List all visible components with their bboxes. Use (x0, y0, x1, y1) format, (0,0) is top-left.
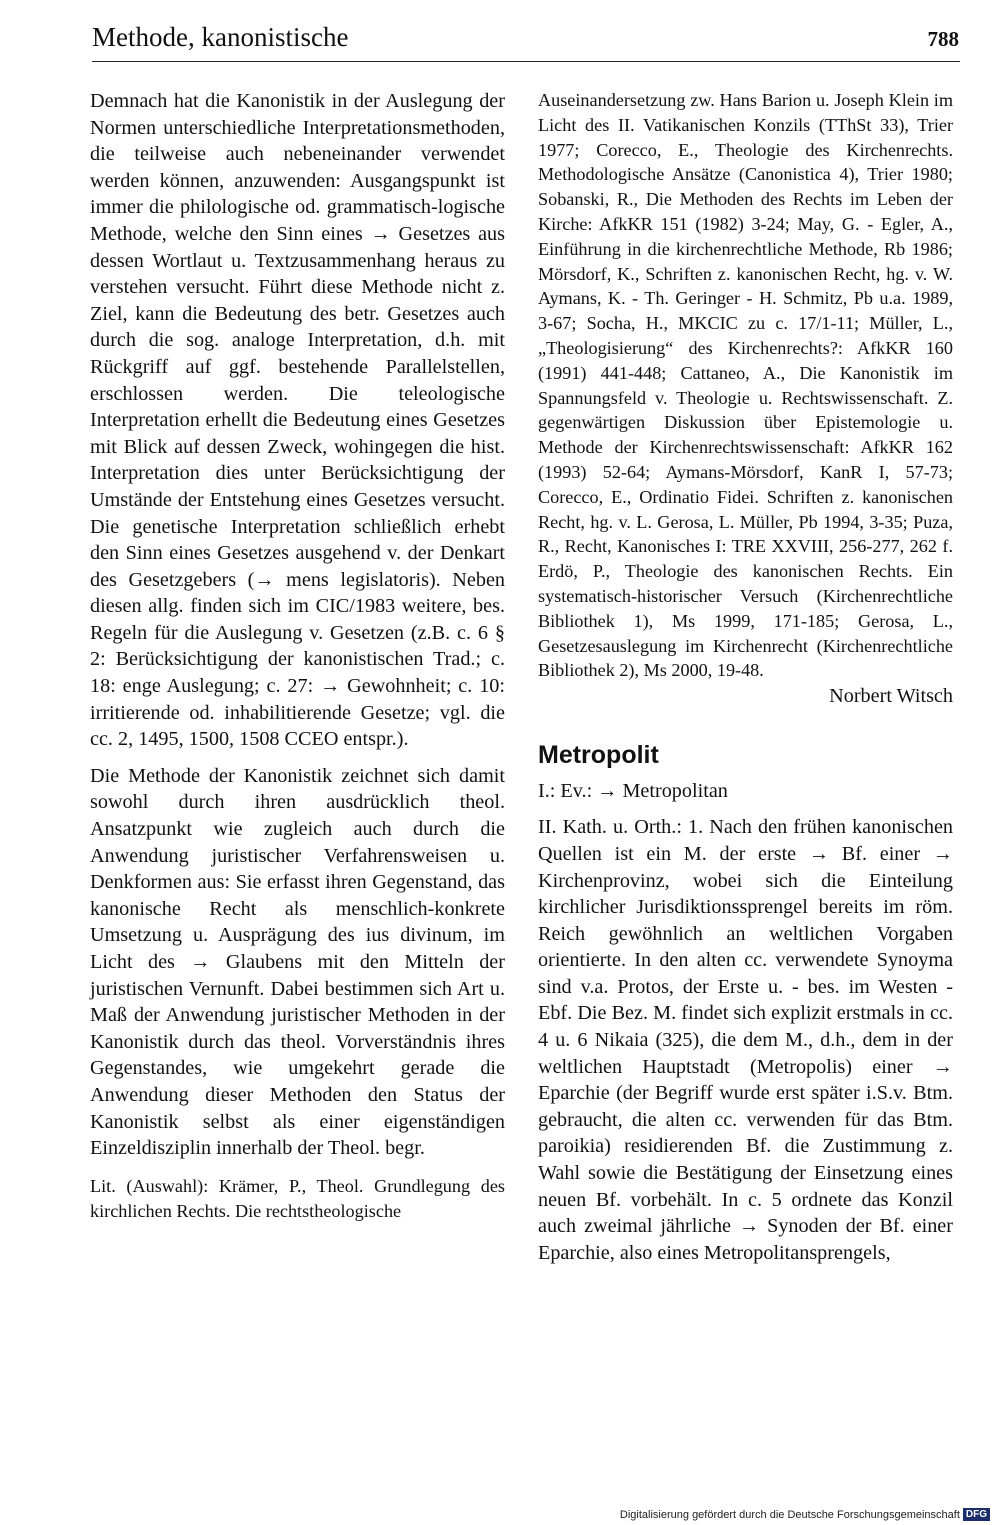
digitization-footer (620, 1508, 990, 1521)
paragraph-method-summary: Die Methode der Kanonistik zeichnet sich damit sowohl durch ihren ausdrücklich theol. Ansatzpunkt wie zugleich auch durch die Anwendung juristischer Verfahrensweisen u. Denkformen aus: Sie erfasst ihren Gegenstand, das kanonische Recht als menschlich-konkrete Umsetzung u. Ausprägung des ius divinum, im Licht des → Glaubens mit den Mitteln der juristischen Vernunft. Dabei bestimmen sich Art u. Maß der Anwendung juristischer Methoden in der Kanonistik durch das theol. Vorverständnis ihres Gegenstandes, wie umgekehrt gerade die Anwendung dieser Methoden den Status der Kanonistik selbst als einer eigenständigen Einzeldisziplin innerhalb der Theol. begr. (90, 764, 505, 1160)
running-head-title: Methode, kanonistische (92, 22, 349, 52)
page-number: 788 (927, 27, 959, 51)
right-column (538, 88, 953, 1266)
literature-start: Lit. (Auswahl): Krämer, P., Theol. Grundlegung des kirchlichen Rechts. Die rechtstheologische (90, 1175, 505, 1221)
footer-text: Digitalisierung gefördert durch die Deutsche Forschungsgemeinschaft (619, 1508, 960, 1521)
header-rule (92, 61, 960, 62)
left-column (90, 88, 505, 1223)
section-one-line: I.: Ev.: → Metropolitan (538, 779, 728, 802)
paragraph-section-two: II. Kath. u. Orth.: 1. Nach den frühen kanonischen Quellen ist ein M. der erste → Bf. einer → Kirchenprovinz, wobei sich die Einteilung kirchlicher Jurisdiktionssprengel bereits im röm. Reich gewöhnlich an weltlichen Vorgaben orientierte. In den alten cc. verwendete Synoyma sind v.a. Protos, der Erste u. - bes. im Westen - Ebf. Die Bez. M. findet sich explizit erstmals in cc. 4 u. 6 Nikaia (325), die dem M., d.h., dem in der weltlichen Hauptstadt (Metropolis) einer → Eparchie (der Begriff wurde erst später i.S.v. Btm. gebraucht, die alten cc. verwenden für das Btm. paroikia) residierenden Bf. die Zustimmung z. Wahl sowie die Bestätigung der Einsetzung eines neuen Bf. vorbehält. In c. 5 ordnete das Konzil auch zweimal jährliche → Synoden der Bf. einer Eparchie, also eines Metropolitansprengels, (538, 816, 953, 1264)
dfg-logo-icon: DFG (963, 1508, 990, 1521)
lemma-heading: Metropolit (538, 740, 659, 769)
author-signature: Norbert Witsch (829, 685, 953, 708)
paragraph-interpretation-methods: Demnach hat die Kanonistik in der Auslegung der Normen unterschiedliche Interpretationsmethoden, die teilweise auch nebeneinander verwendet werden können, anzuwenden: Ausgangspunkt ist immer die philologische od. grammatisch-logische Methode, welche den Sinn eines → Gesetzes aus dessen Wortlaut u. Textzusammenhang heraus zu verstehen versucht. Führt diese Methode nicht z. Ziel, kann die Bedeutung des betr. Gesetzes auch durch die sog. analoge Interpretation, d.h. mit Rückgriff auf ggf. bestehende Parallelstellen, erschlossen werden. Die teleologische Interpretation erhellt die Bedeutung eines Gesetzes mit Blick auf dessen Zweck, wohingegen die hist. Interpretation dies unter Berücksichtigung der Umstände der Entstehung eines Gesetzes versucht. Die genetische Interpretation schließlich erhebt den Sinn eines Gesetzes ausgehend v. der Denkart des Gesetzgebers (→ mens legislatoris). Neben diesen allg. finden sich im CIC/1983 weitere, bes. Regeln für die Auslegung v. Gesetzen (z.B. c. 6 § 2: Berücksichtigung der kanonistischen Trad.; c. 18: enge Auslegung; c. 27: → Gewohnheit; c. 10: irritierende od. inhabilitierende Gesetze; vgl. die cc. 2, 1495, 1500, 1508 CCEO entspr.). (90, 90, 505, 751)
literature-continuation: Auseinandersetzung zw. Hans Barion u. Joseph Klein im Licht des II. Vatikanischen Konzils (TThSt 33), Trier 1977; Corecco, E., Theologie des Kirchenrechts. Methodologische Ansätze (Canonistica 4), Trier 1980; Sobanski, R., Die Methoden des Rechts im Leben der Kirche: AfkKR 151 (1982) 3-24; May, G. - Egler, A., Einführung in die kirchenrechtliche Methode, Rb 1986; Mörsdorf, K., Schriften z. kanonischen Recht, hg. v. W. Aymans, K. - Th. Geringer - H. Schmitz, Pb u.a. 1989, 3-67; Socha, H., MKCIC zu c. 17/1-11; Müller, L., „Theologisierung“ des Kirchenrechts?: AfkKR 160 (1991) 441-448; Cattaneo, A., Die Kanonistik im Spannungsfeld v. Theologie u. Rechtswissenschaft. Z. gegenwärtigen Diskussion über Epistemologie u. Methode der Kirchenrechtswissenschaft: AfkKR 162 (1993) 52-64; Aymans-Mörsdorf, KanR I, 57-73; Corecco, E., Ordinatio Fidei. Schriften z. kanonischen Recht, hg. v. L. Gerosa, L. Müller, Pb 1994, 3-35; Puza, R., Recht, Kanonisches I: TRE XXVIII, 256-277, 262 f. Erdö, P., Theologie des kanonischen Rechts. Ein systematisch-historischer Versuch (Kirchenrechtliche Bibliothek 1), Ms 1999, 171-185; Gerosa, L., Gesetzesauslegung im Kirchenrecht (Kirchenrechtliche Bibliothek 2), Ms 2000, 19-48. (538, 90, 953, 681)
